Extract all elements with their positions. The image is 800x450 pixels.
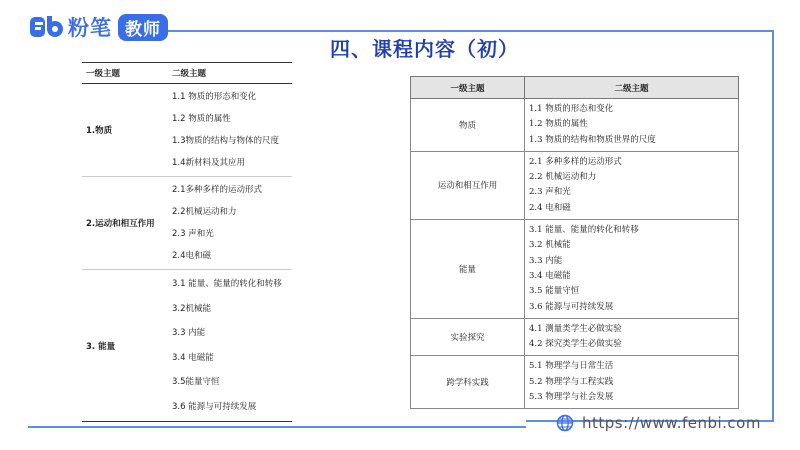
left-table-header-secondary: 二级主题 bbox=[168, 63, 292, 84]
secondary-topics-cell bbox=[168, 270, 292, 422]
right-table-header-primary: 一级主题 bbox=[411, 77, 525, 99]
secondary-topic-item: 2.1多种多样的运动形式 bbox=[172, 185, 263, 195]
secondary-topics-cell bbox=[525, 220, 739, 319]
fb-logo-icon bbox=[28, 14, 66, 40]
secondary-topic-item: 3.2机械能 bbox=[172, 303, 212, 314]
secondary-topic-item: 3.4 电磁能 bbox=[529, 270, 571, 281]
secondary-topic-item: 2.3 声和光 bbox=[172, 229, 214, 239]
right-topic-table bbox=[410, 76, 739, 409]
table-row bbox=[411, 356, 739, 409]
primary-topic-cell: 实验探究 bbox=[411, 318, 525, 356]
secondary-topic-item: 5.2 物理学与工程实践 bbox=[529, 376, 614, 387]
secondary-topic-item: 2.4电和磁 bbox=[172, 251, 212, 261]
right-table-header-secondary: 二级主题 bbox=[525, 77, 739, 99]
table-row bbox=[411, 99, 739, 152]
secondary-topic-item: 3.2 机械能 bbox=[529, 240, 571, 251]
secondary-topic-item: 2.2 机械运动和力 bbox=[529, 172, 597, 183]
left-topic-table bbox=[82, 62, 292, 422]
primary-topic-cell: 物质 bbox=[411, 99, 525, 152]
secondary-topic-item: 5.3 物理学与社会发展 bbox=[529, 392, 614, 403]
primary-topic-cell: 2.运动和相互作用 bbox=[82, 177, 168, 270]
page-title: 四、课程内容（初） bbox=[330, 37, 519, 61]
table-row bbox=[411, 220, 739, 319]
secondary-topics-cell bbox=[525, 151, 739, 219]
primary-topic-cell: 3. 能量 bbox=[82, 270, 168, 422]
secondary-topic-item: 3.3 内能 bbox=[172, 328, 206, 338]
secondary-topic-item: 1.1 物质的形态和变化 bbox=[529, 104, 614, 114]
table-row bbox=[411, 151, 739, 219]
secondary-topic-item: 4.1 测量类学生必做实验 bbox=[529, 323, 622, 334]
secondary-topic-item: 2.3 声和光 bbox=[529, 187, 571, 198]
secondary-topic-item: 2.2机械运动和力 bbox=[172, 207, 237, 217]
left-table-header-row bbox=[82, 63, 292, 84]
right-table-header-row bbox=[411, 77, 739, 99]
secondary-topic-item: 1.2 物质的属性 bbox=[529, 119, 588, 130]
table-row bbox=[82, 270, 292, 422]
secondary-topic-item: 3.4 电磁能 bbox=[172, 352, 214, 363]
secondary-topic-item: 3.1 能量、能量的转化和转移 bbox=[172, 279, 282, 289]
secondary-topic-item: 1.1 物质的形态和变化 bbox=[172, 92, 257, 102]
secondary-topic-item: 1.2 物质的属性 bbox=[172, 114, 231, 124]
secondary-topic-item: 3.3 内能 bbox=[529, 255, 563, 266]
primary-topic-cell: 跨学科实践 bbox=[411, 356, 525, 409]
secondary-topic-item: 5.1 物理学与日常生活 bbox=[529, 361, 614, 372]
frame-line-right bbox=[772, 30, 774, 422]
logo-badge: 教师 bbox=[118, 14, 168, 41]
primary-topic-cell: 运动和相互作用 bbox=[411, 151, 525, 219]
table-row bbox=[82, 177, 292, 270]
secondary-topics-cell bbox=[525, 356, 739, 409]
frame-line-top bbox=[162, 30, 774, 32]
table-row bbox=[411, 318, 739, 356]
secondary-topics-cell bbox=[525, 99, 739, 152]
footer bbox=[556, 414, 761, 432]
secondary-topic-item: 3.6 能源与可持续发展 bbox=[172, 401, 257, 412]
secondary-topic-item: 3.5能量守恒 bbox=[172, 377, 220, 387]
secondary-topic-item: 1.3 物质的结构和物质世界的尺度 bbox=[529, 134, 656, 145]
table-row bbox=[82, 84, 292, 177]
secondary-topics-cell bbox=[525, 318, 739, 356]
secondary-topic-item: 3.1 能量、能量的转化和转移 bbox=[529, 225, 639, 236]
brand-logo bbox=[28, 12, 168, 42]
secondary-topics-cell bbox=[168, 84, 292, 177]
secondary-topic-item: 1.3物质的结构与物体的尺度 bbox=[172, 136, 280, 146]
secondary-topic-item: 1.4新材料及其应用 bbox=[172, 158, 246, 168]
logo-name: 粉笔 bbox=[68, 16, 112, 40]
secondary-topic-item: 3.5 能量守恒 bbox=[529, 286, 580, 297]
left-table-header-primary: 一级主题 bbox=[82, 63, 168, 84]
secondary-topic-item: 2.4 电和磁 bbox=[529, 202, 571, 213]
primary-topic-cell: 1.物质 bbox=[82, 84, 168, 177]
website-link[interactable]: https://www.fenbi.com bbox=[582, 414, 761, 432]
secondary-topic-item: 4.2 探究类学生必做实验 bbox=[529, 339, 622, 350]
globe-icon bbox=[556, 414, 574, 432]
primary-topic-cell: 能量 bbox=[411, 220, 525, 319]
frame-line-bottom-left bbox=[28, 426, 526, 428]
secondary-topic-item: 2.1 多种多样的运动形式 bbox=[529, 156, 622, 167]
secondary-topics-cell bbox=[168, 177, 292, 270]
secondary-topic-item: 3.6 能源与可持续发展 bbox=[529, 301, 614, 312]
